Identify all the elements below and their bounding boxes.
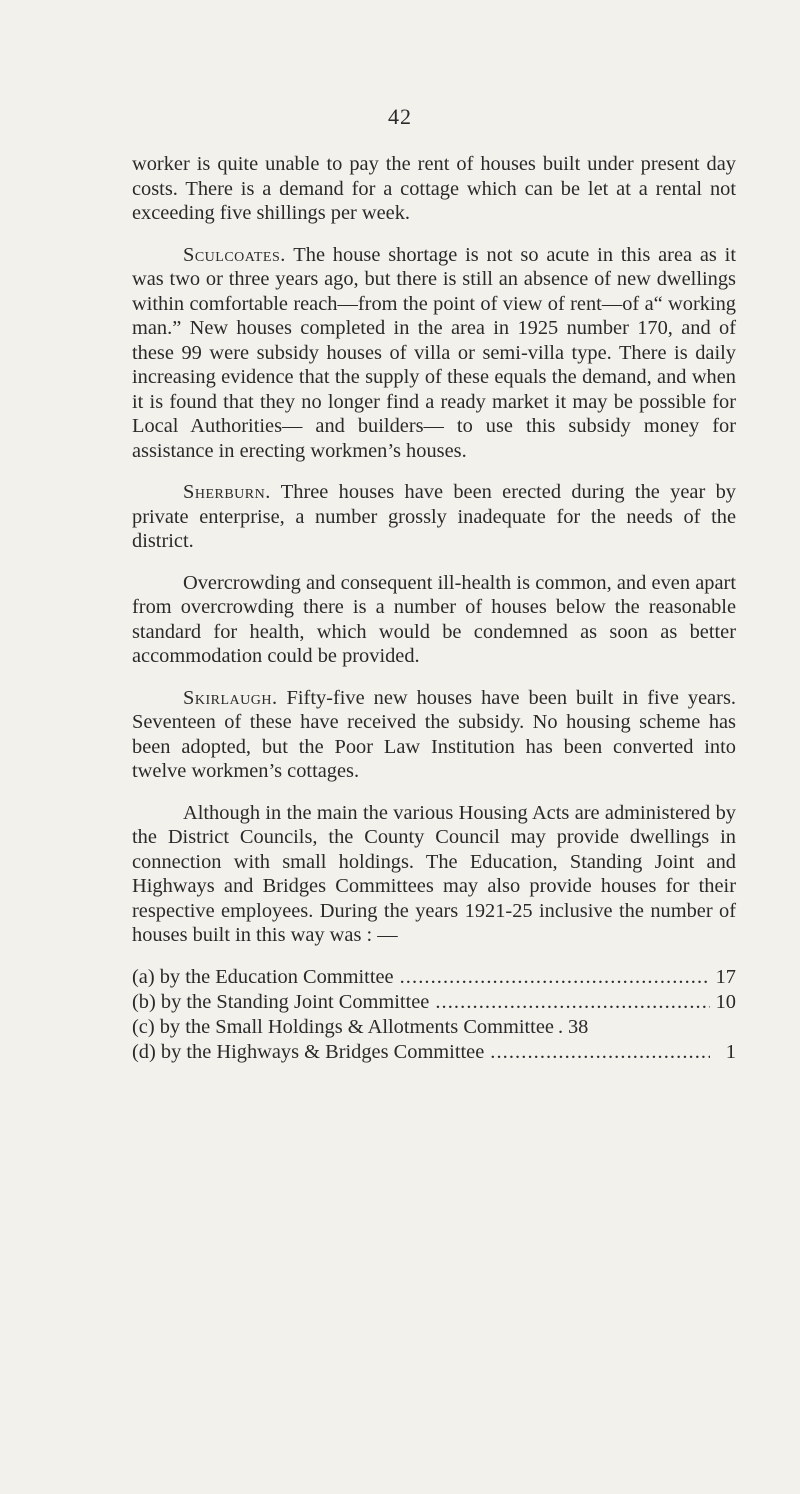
paragraph-sculcoates-text: The house shortage is not so acute in this area as it was two or three years ago, but there is still an absence of new dwellings within comfortable reach—from the point of view of rent—of a“ working man.” New houses completed in the area in 1925 number 170, and of these 99 were subsidy houses of villa or semi-villa type. There is daily increasing evidence that the supply of these equals the demand, and when it is found that they no longer find a ready market it may be possible for Local Authorities— and builders— to use this subsidy money for assistance in erecting workmen’s houses. — [132, 243, 736, 462]
leader-dots — [435, 990, 709, 1015]
page-body — [132, 152, 736, 1065]
paragraph-county-council: Although in the main the various Housing Acts are administered by the District Councils, the County Council may provide dwellings in connection with small holdings. The Education, Standing Joint and Highways and Bridges Committees may also provide houses for their respective employees. During the years 1921-25 inclusive the number of houses built in this way was : — — [132, 801, 736, 946]
list-item-value: 1 — [725, 1040, 736, 1063]
district-heading-sherburn: Sherburn. — [183, 481, 271, 503]
list-item-label: (c) by the Small Holdings & Allotments Committee — [132, 1015, 554, 1038]
paragraph-intro: worker is quite unable to pay the rent of houses built under present day costs. There is a demand for a cottage which can be let at a rental not exceeding five shillings per week. — [132, 153, 736, 224]
page-number: 42 — [388, 104, 412, 129]
paragraph-skirlaugh-text: Fifty-five new houses have been built in five years. Seventeen of these have received the subsidy. No housing scheme has been adopted, but the Poor Law Institution has been converted into twelve workmen’s cottages. — [132, 686, 736, 782]
district-heading-skirlaugh: Skirlaugh. — [183, 686, 278, 709]
paragraph-overcrowding: Overcrowding and consequent ill-health is common, and even apart from overcrowding there is a number of houses below the reasonable standard for health, which would be condemned as soon as better accommodation could be provided. — [132, 571, 736, 667]
paragraph-sherburn-text: Three houses have been erected during the year by private enterprise, a number grossly inadequate for the needs of the district. — [132, 481, 736, 552]
district-heading-sculcoates: Sculcoates. — [183, 243, 286, 266]
paragraph-skirlaugh — [132, 686, 736, 784]
list-item-value: 17 — [715, 965, 736, 988]
leader-dots — [558, 1015, 564, 1040]
list-item-label: (a) by the Education Committee — [132, 965, 394, 988]
list-item — [132, 990, 736, 1015]
leader-dots — [490, 1040, 710, 1065]
list-item — [132, 1040, 736, 1065]
paragraph-sculcoates — [132, 243, 736, 464]
list-item-value: 38 — [567, 1015, 589, 1038]
list-item — [132, 1015, 736, 1040]
list-item-label: (d) by the Highways & Bridges Committee — [132, 1040, 485, 1063]
houses-built-list — [132, 965, 736, 1065]
paragraph-sherburn — [132, 480, 736, 554]
list-item-value: 10 — [715, 990, 736, 1013]
list-item-label: (b) by the Standing Joint Committee — [132, 990, 430, 1013]
leader-dots — [400, 965, 710, 990]
list-item — [132, 965, 736, 990]
